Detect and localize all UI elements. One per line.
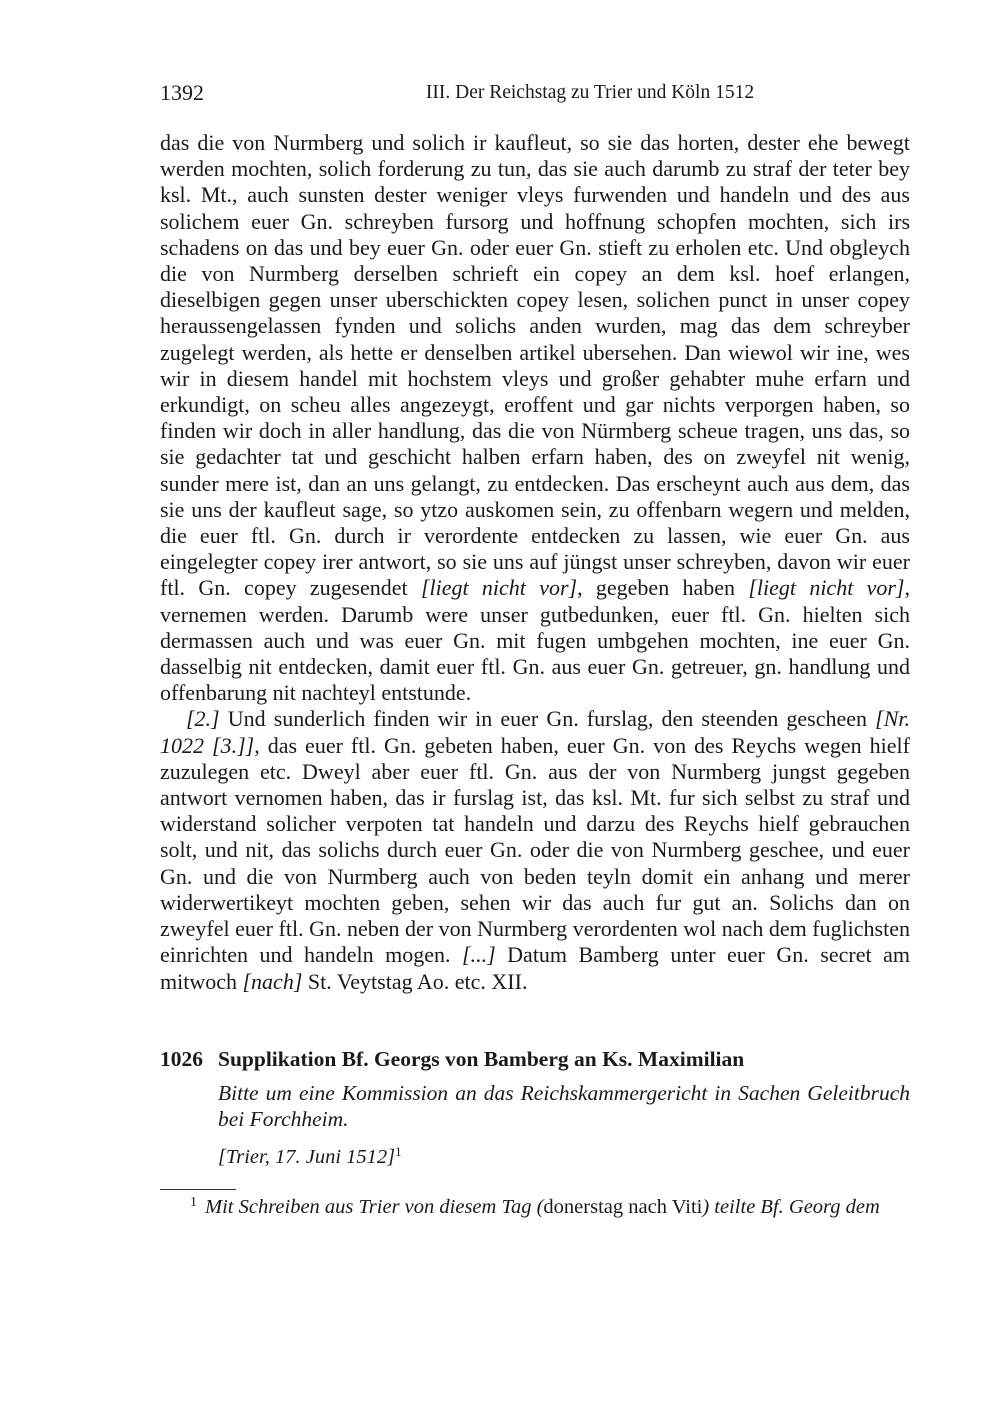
text-run: , das euer ftl. Gn. gebeten haben, euer Gn. von des Reychs wegen hielf zuzulegen etc. Dweyl aber euer ftl. Gn. aus der von Nurmberg jungst gegeben antwort vernomen haben, das ir furslag ist, das ksl. Mt. fur sich selbst zu straf und widerstand solicher verpoten tat handeln und darzu des Reychs hielf gebrauchen solt, und nit, das solichs durch euer Gn. oder die von Nurmberg geschee, und euer Gn. und die von Nurmberg auch von beden teyln domit ein anhang und merer widerwertikeyt mochten geben, sehen wir das auch fur gut an. Solichs dan on zweyfel euer ftl. Gn. neben der von Nurmberg verordenten wol nach dem fuglichsten einrichten und handeln mogen. [160,732,910,968]
footnote-quote: donerstag nach Viti [543,1195,703,1218]
running-title: III. Der Reichstag zu Trier und Köln 1512 [425,82,755,103]
footnote-text: ) teilte Bf. Georg dem [702,1195,880,1218]
page-number: 1392 [160,80,204,105]
footnote-reference[interactable]: 1 [395,1143,402,1159]
section-marker: [2.] [186,706,220,732]
text-run: , gegeben haben [577,575,749,601]
text-run: Und sunderlich finden wir in euer Gn. furslag, den steenden gescheen [219,706,876,732]
page-header [160,76,910,110]
paragraph-2 [160,706,910,994]
document-heading [160,1047,910,1072]
footnote [160,1196,910,1219]
text-run: Datum Bamberg unter euer Gn. secret am mitwoch [160,942,910,994]
cross-reference: [Nr. 1022 [3.]] [160,706,910,758]
paragraph-1 [160,130,910,706]
document-dateline [218,1143,910,1169]
text-run: St. Veytstag Ao. etc. XII. [302,968,528,994]
text-run: das die von Nurmberg und solich ir kaufleut, so sie das horten, dester ehe bewegt werden mochten, solich forderung zu tun, das sie auch darumb zu straf der teter bey ksl. Mt., auch sunsten dester weniger vleys furwenden und handeln und des aus solichem euer Gn. schreyben fursorg und hoffnung schopfen mochten, sich irs schadens on das und bey euer Gn. oder euer Gn. stieft zu erholen etc. Und obgleych die von Nurmberg derselben schrieft ein copey an dem ksl. hoef erlangen, dieselbigen gegen unser uberschickten copey lesen, solichen punct in unser copey heraussengelassen fynden und solichs anden wurden, mag das dem schreyber zugelegt werden, als hette er denselben artikel ubersehen. Dan wiewol wir ine, wes wir in diesem handel mit hochstem vleys und großer gehabter muhe erfarn und erkundigt, on scheu alles angezeygt, eroffent und gar nichts verporgen haben, so finden wir doch in aller handlung, das die von Nürmberg scheue tragen, uns das, so sie gedachter tat und geschicht halben erfarn haben, des on zweyfel nit wenig, sunder mere ist, dan an uns gelangt, zu entdecken. Das erscheynt auch aus dem, das sie uns der kaufleut sage, so ytzo auskomen sein, zu offenbarn wegern und melden, die euer ftl. Gn. durch ir verordente entdecken zu lassen, wie euer Gn. aus eingelegter copey irer antwort, so sie uns auf jüngst unser schreyben, davon wir euer ftl. Gn. copey zugesendet [160,130,910,601]
document-regest: Bitte um eine Kommission an das Reichskammergericht in Sachen Geleitbruch bei Forchheim. [218,1080,910,1131]
editorial-note: [liegt nicht vor] [420,575,578,601]
document-title: Supplikation Bf. Georgs von Bamberg an Ks. Maximilian [218,1046,745,1071]
document-number: 1026 [160,1046,203,1071]
editorial-note: [...] [462,942,496,968]
page [160,76,910,1219]
editorial-note: [nach] [242,968,303,994]
text-run: , vernemen werden. Darumb were unser gutbedunken, euer ftl. Gn. hielten sich dermassen auch und was euer Gn. mit fugen umbgehen mochten, ine euer Gn. dasselbig nit entdecken, damit euer ftl. Gn. aus euer Gn. getreuer, gn. handlung und offenbarung nit nachteyl entstunde. [160,575,910,706]
footnote-mark: 1 [190,1194,197,1210]
footnote-text: Mit Schreiben aus Trier von diesem Tag ( [205,1195,544,1218]
footnote-rule [160,1189,236,1190]
body-text [160,130,910,995]
editorial-note: [liegt nicht vor] [748,575,905,601]
dateline-text: [Trier, 17. Juni 1512] [218,1145,396,1168]
